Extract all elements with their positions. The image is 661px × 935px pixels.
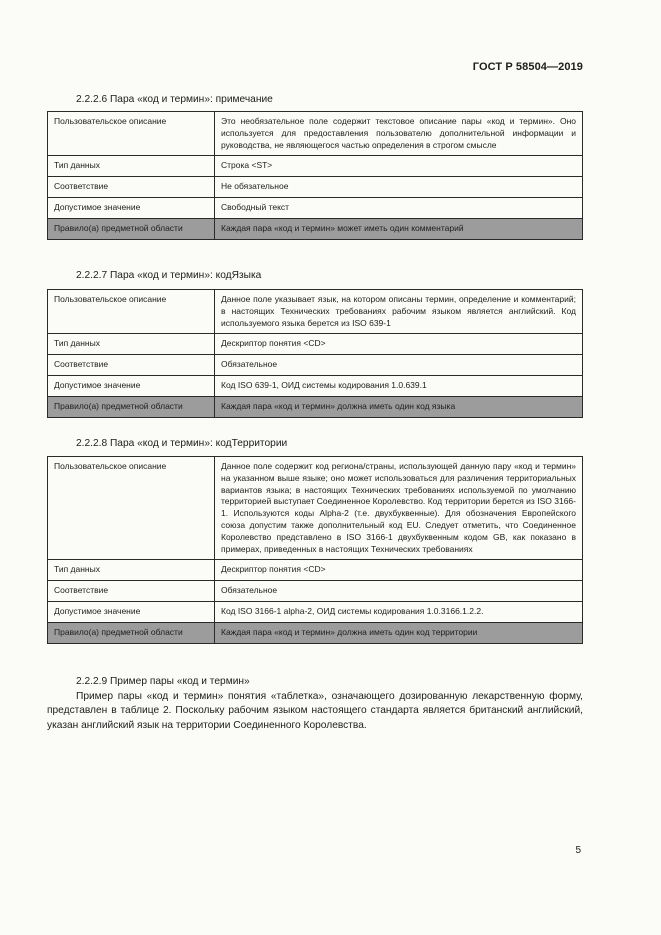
spec-table-language-code	[47, 289, 583, 418]
row-key: Пользовательское описание	[48, 457, 215, 560]
row-value: Строка <ST>	[215, 156, 583, 177]
row-value: Каждая пара «код и термин» может иметь один комментарий	[215, 218, 583, 239]
row-key: Допустимое значение	[48, 601, 215, 622]
row-key: Тип данных	[48, 156, 215, 177]
row-value: Данное поле содержит код региона/страны, использующей данную пару «код и термин» на указанном выше языке; оно может использоваться для различения территориальных вариантов языка; в настоящих Технических требованиях используемой по умолчанию территорией выступает Соединенное Королевство. Код территории берется из ISO 3166-1. Используются коды Alpha-2 (т.е. двухбуквенные). Для обозначения Европейского союза допустим также дополнительный код EU. Следует отметить, что Соединенное Королевство представлено в ISO 3166-1 двухбуквенным кодом GB, как показано в примерах, приведенных в настоящих Технических требованиях	[215, 457, 583, 560]
document-code: ГОСТ Р 58504—2019	[472, 61, 583, 73]
spec-table-note	[47, 111, 583, 240]
table-row	[48, 457, 583, 560]
row-value: Свободный текст	[215, 197, 583, 218]
example-text: Пример пары «код и термин» понятия «таблетка», означающего дозированную лекарственную форму, представлен в таблице 2. Поскольку рабочим языком настоящего стандарта является британский английский, указан английский язык на территории Соединенного Королевства.	[47, 690, 583, 731]
row-value: Код ISO 639-1, ОИД системы кодирования 1.0.639.1	[215, 375, 583, 396]
table-row	[48, 334, 583, 355]
row-value: Каждая пара «код и термин» должна иметь один код языка	[215, 396, 583, 417]
row-key: Правило(а) предметной области	[48, 622, 215, 643]
section-title-2-2-2-7: 2.2.2.7 Пара «код и термин»: кодЯзыка	[76, 270, 262, 281]
row-key: Допустимое значение	[48, 375, 215, 396]
section-title-2-2-2-8: 2.2.2.8 Пара «код и термин»: кодТерритории	[76, 438, 288, 449]
row-key: Соответствие	[48, 581, 215, 602]
table-row-domain-rule	[48, 396, 583, 417]
table-row	[48, 355, 583, 376]
row-value: Код ISO 3166-1 alpha-2, ОИД системы кодирования 1.0.3166.1.2.2.	[215, 601, 583, 622]
spec-table-territory-code	[47, 456, 583, 644]
row-key: Соответствие	[48, 355, 215, 376]
table-row	[48, 560, 583, 581]
row-key: Тип данных	[48, 560, 215, 581]
row-key: Правило(а) предметной области	[48, 218, 215, 239]
row-key: Допустимое значение	[48, 197, 215, 218]
row-value: Каждая пара «код и термин» должна иметь один код территории	[215, 622, 583, 643]
page-number: 5	[575, 845, 581, 856]
table-row	[48, 290, 583, 334]
row-value: Дескриптор понятия <CD>	[215, 560, 583, 581]
row-key: Пользовательское описание	[48, 290, 215, 334]
table-row-domain-rule	[48, 622, 583, 643]
table-row	[48, 375, 583, 396]
row-value: Данное поле указывает язык, на котором описаны термин, определение и комментарий; в настоящих Технических требованиях рабочим языком является английский. Код используемого языка берется из ISO 639-1	[215, 290, 583, 334]
row-key: Тип данных	[48, 334, 215, 355]
row-value: Дескриптор понятия <CD>	[215, 334, 583, 355]
table-row	[48, 197, 583, 218]
row-value: Обязательное	[215, 355, 583, 376]
row-value: Это необязательное поле содержит текстовое описание пары «код и термин». Оно используется для предоставления пользователю дополнительной информации и руководства, не являющегося частью определения в строгом смысле	[215, 112, 583, 156]
table-row	[48, 112, 583, 156]
section-title-2-2-2-6: 2.2.2.6 Пара «код и термин»: примечание	[76, 94, 273, 105]
table-row	[48, 156, 583, 177]
row-key: Пользовательское описание	[48, 112, 215, 156]
table-row	[48, 581, 583, 602]
example-title: 2.2.2.9 Пример пары «код и термин»	[76, 676, 250, 687]
row-value: Обязательное	[215, 581, 583, 602]
row-value: Не обязательное	[215, 177, 583, 198]
example-block	[47, 675, 583, 733]
row-key: Правило(а) предметной области	[48, 396, 215, 417]
table-row	[48, 601, 583, 622]
table-row	[48, 177, 583, 198]
row-key: Соответствие	[48, 177, 215, 198]
table-row-domain-rule	[48, 218, 583, 239]
